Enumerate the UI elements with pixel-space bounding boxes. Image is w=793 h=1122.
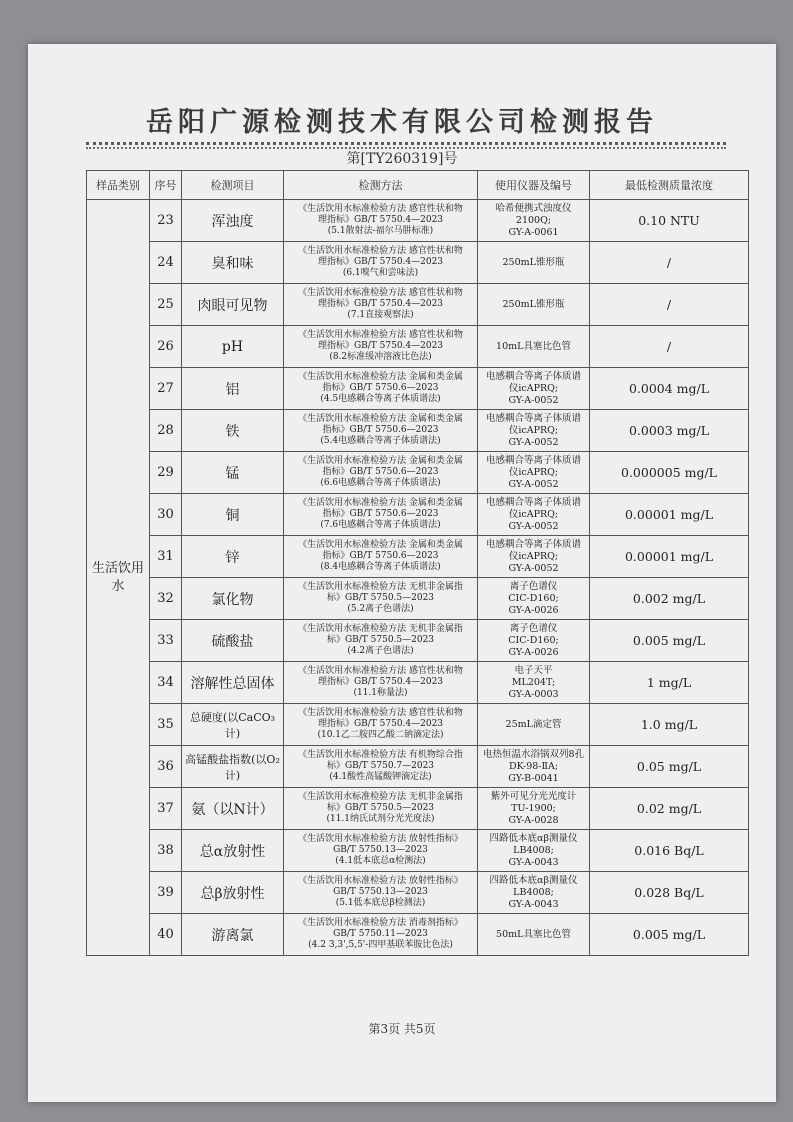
serial-no-cell: 38 xyxy=(150,830,182,872)
method-line: 《生活饮用水标准检验方法 放射性指标》 xyxy=(298,876,463,886)
instrument-cell xyxy=(478,620,590,662)
instrument-line: TU-1900; xyxy=(511,802,556,814)
min-detection-cell: 0.05 mg/L xyxy=(590,746,749,788)
instrument-line: 电感耦合等离子体质谱 xyxy=(485,496,581,508)
method-line: 指标》GB/T 5750.6—2023 xyxy=(322,509,439,519)
test-method-cell xyxy=(284,746,478,788)
min-detection-cell: 1 mg/L xyxy=(590,662,749,704)
method-line: 《生活饮用水标准检验方法 金属和类金属 xyxy=(298,498,463,508)
method-line: (5.4电感耦合等离子体质谱法) xyxy=(320,436,441,446)
method-line: 理指标》GB/T 5750.4—2023 xyxy=(317,299,444,309)
method-line: 理指标》GB/T 5750.4—2023 xyxy=(317,719,444,729)
test-item-cell: 肉眼可见物 xyxy=(182,284,284,326)
min-detection-cell: / xyxy=(590,326,749,368)
table-row xyxy=(87,284,749,326)
min-detection-cell: 0.016 Bq/L xyxy=(590,830,749,872)
min-detection-cell: / xyxy=(590,242,749,284)
instrument-cell xyxy=(478,830,590,872)
instrument-cell xyxy=(478,242,590,284)
method-line: 指标》GB/T 5750.6—2023 xyxy=(322,425,439,435)
test-item-cell: 锌 xyxy=(182,536,284,578)
table-row xyxy=(87,536,749,578)
instrument-line: LB4008; xyxy=(513,844,554,856)
report-page xyxy=(28,44,776,1102)
table-row xyxy=(87,452,749,494)
method-line: (7.1直接观察法) xyxy=(347,310,414,320)
min-detection-cell: 1.0 mg/L xyxy=(590,704,749,746)
instrument-line: 仪icAPRQ; xyxy=(508,382,559,394)
test-method-cell xyxy=(284,788,478,830)
test-method-cell xyxy=(284,494,478,536)
test-method-cell xyxy=(284,326,478,368)
instrument-line: GY-B-0041 xyxy=(508,772,559,784)
method-line: (5.1散射法-福尔马肼标准) xyxy=(327,226,434,236)
min-detection-cell: 0.00001 mg/L xyxy=(590,536,749,578)
table-row xyxy=(87,746,749,788)
method-line: 《生活饮用水标准检验方法 感官性状和物 xyxy=(298,708,463,718)
instrument-line: GY-A-0061 xyxy=(508,226,559,238)
serial-no-cell: 30 xyxy=(150,494,182,536)
instrument-line: GY-A-0026 xyxy=(508,646,559,658)
method-line: 《生活饮用水标准检验方法 有机物综合指 xyxy=(298,750,463,760)
table-row xyxy=(87,368,749,410)
header-sample-category: 样品类别 xyxy=(87,171,150,200)
table-row xyxy=(87,326,749,368)
serial-no-cell: 33 xyxy=(150,620,182,662)
method-line: (8.4电感耦合等离子体质谱法) xyxy=(320,562,441,572)
method-line: 《生活饮用水标准检验方法 感官性状和物 xyxy=(298,246,463,256)
test-item-cell: 硫酸盐 xyxy=(182,620,284,662)
method-line: GB/T 5750.11—2023 xyxy=(333,929,428,939)
test-method-cell xyxy=(284,872,478,914)
method-line: GB/T 5750.13—2023 xyxy=(333,887,428,897)
instrument-cell xyxy=(478,410,590,452)
test-method-cell xyxy=(284,578,478,620)
table-row xyxy=(87,200,749,242)
method-line: (5.1低本底总β检测法) xyxy=(335,898,426,908)
instrument-cell xyxy=(478,326,590,368)
test-item-cell: 锰 xyxy=(182,452,284,494)
method-line: (6.1嗅气和尝味法) xyxy=(342,268,419,278)
table-row xyxy=(87,872,749,914)
instrument-line: GY-A-0052 xyxy=(508,520,559,532)
instrument-line: 仪icAPRQ; xyxy=(508,550,559,562)
serial-no-cell: 39 xyxy=(150,872,182,914)
method-line: 《生活饮用水标准检验方法 感官性状和物 xyxy=(298,330,463,340)
table-row xyxy=(87,830,749,872)
instrument-cell xyxy=(478,788,590,830)
instrument-line: 哈希便携式浊度仪 xyxy=(495,202,572,214)
method-line: 指标》GB/T 5750.6—2023 xyxy=(322,467,439,477)
method-line: (4.1酸性高锰酸钾滴定法) xyxy=(329,772,432,782)
method-line: 理指标》GB/T 5750.4—2023 xyxy=(317,341,444,351)
method-line: 《生活饮用水标准检验方法 感官性状和物 xyxy=(298,288,463,298)
instrument-line: GY-A-0052 xyxy=(508,394,559,406)
serial-no-cell: 34 xyxy=(150,662,182,704)
test-method-cell xyxy=(284,536,478,578)
method-line: 《生活饮用水标准检验方法 无机非金属指 xyxy=(298,582,463,592)
method-line: 标》GB/T 5750.5—2023 xyxy=(326,593,435,603)
method-line: (5.2离子色谱法) xyxy=(347,604,414,614)
results-table xyxy=(86,170,749,956)
header-test-item: 检测项目 xyxy=(182,171,284,200)
instrument-line: GY-A-0026 xyxy=(508,604,559,616)
instrument-line: GY-A-0043 xyxy=(508,856,559,868)
method-line: (11.1纳氏试剂分光光度法) xyxy=(326,814,435,824)
method-line: (4.1低本底总α检测法) xyxy=(335,856,426,866)
header-min-detection: 最低检测质量浓度 xyxy=(590,171,749,200)
min-detection-cell: 0.0004 mg/L xyxy=(590,368,749,410)
serial-no-cell: 35 xyxy=(150,704,182,746)
test-item-cell: 游离氯 xyxy=(182,914,284,956)
instrument-line: 电感耦合等离子体质谱 xyxy=(485,454,581,466)
instrument-line: 电感耦合等离子体质谱 xyxy=(485,370,581,382)
min-detection-cell: / xyxy=(590,284,749,326)
instrument-line: 仪icAPRQ; xyxy=(508,466,559,478)
instrument-cell xyxy=(478,662,590,704)
test-method-cell xyxy=(284,242,478,284)
instrument-line: 2100Q; xyxy=(515,214,552,226)
test-item-cell: 臭和味 xyxy=(182,242,284,284)
test-item-cell: 高锰酸盐指数(以O₂计) xyxy=(182,746,284,788)
min-detection-cell: 0.005 mg/L xyxy=(590,914,749,956)
instrument-line: 电热恒温水浴锅双列8孔 xyxy=(482,748,585,760)
test-method-cell xyxy=(284,830,478,872)
min-detection-cell: 0.10 NTU xyxy=(590,200,749,242)
serial-no-cell: 37 xyxy=(150,788,182,830)
instrument-line: GY-A-0003 xyxy=(508,688,559,700)
table-row xyxy=(87,620,749,662)
instrument-line: 电子天平 xyxy=(514,664,553,676)
method-line: (6.6电感耦合等离子体质谱法) xyxy=(320,478,441,488)
report-title: 岳阳广源检测技术有限公司检测报告 xyxy=(146,107,658,138)
method-line: (8.2标准缓冲溶液比色法) xyxy=(329,352,432,362)
instrument-line: GY-A-0052 xyxy=(508,436,559,448)
min-detection-cell: 0.000005 mg/L xyxy=(590,452,749,494)
test-item-cell: 氯化物 xyxy=(182,578,284,620)
instrument-line: 25mL滴定管 xyxy=(505,718,562,730)
method-line: 《生活饮用水标准检验方法 消毒剂指标》 xyxy=(298,918,463,928)
serial-no-cell: 32 xyxy=(150,578,182,620)
test-method-cell xyxy=(284,704,478,746)
instrument-line: CIC-D160; xyxy=(508,592,559,604)
instrument-cell xyxy=(478,200,590,242)
instrument-line: GY-A-0052 xyxy=(508,562,559,574)
method-line: 《生活饮用水标准检验方法 感官性状和物 xyxy=(298,666,463,676)
page-footer: 第3页 共5页 xyxy=(368,1022,436,1036)
method-line: 《生活饮用水标准检验方法 金属和类金属 xyxy=(298,414,463,424)
serial-no-cell: 28 xyxy=(150,410,182,452)
table-row xyxy=(87,704,749,746)
instrument-line: LB4008; xyxy=(513,886,554,898)
report-number: 第[TY260319]号 xyxy=(346,151,458,167)
instrument-line: 250mL锥形瓶 xyxy=(502,298,565,310)
serial-no-cell: 31 xyxy=(150,536,182,578)
instrument-line: GY-A-0043 xyxy=(508,898,559,910)
instrument-line: 电感耦合等离子体质谱 xyxy=(485,538,581,550)
instrument-line: 紫外可见分光光度计 xyxy=(490,790,577,802)
test-method-cell xyxy=(284,284,478,326)
instrument-line: 四路低本底αβ测量仪 xyxy=(489,832,578,844)
instrument-line: 电感耦合等离子体质谱 xyxy=(485,412,581,424)
test-item-cell: 铜 xyxy=(182,494,284,536)
title-divider xyxy=(86,142,726,145)
test-item-cell: 总硬度(以CaCO₃计) xyxy=(182,704,284,746)
method-line: 理指标》GB/T 5750.4—2023 xyxy=(317,677,444,687)
min-detection-cell: 0.005 mg/L xyxy=(590,620,749,662)
method-line: (7.6电感耦合等离子体质谱法) xyxy=(320,520,441,530)
method-line: 指标》GB/T 5750.6—2023 xyxy=(322,383,439,393)
header-instrument: 使用仪器及编号 xyxy=(478,171,590,200)
table-row xyxy=(87,410,749,452)
min-detection-cell: 0.00001 mg/L xyxy=(590,494,749,536)
instrument-line: 四路低本底αβ测量仪 xyxy=(489,874,578,886)
serial-no-cell: 24 xyxy=(150,242,182,284)
serial-no-cell: 36 xyxy=(150,746,182,788)
test-method-cell xyxy=(284,200,478,242)
test-item-cell: 氨（以N计） xyxy=(182,788,284,830)
method-line: (10.1乙二胺四乙酸二钠滴定法) xyxy=(317,730,444,740)
instrument-line: GY-A-0028 xyxy=(508,814,559,826)
table-row xyxy=(87,242,749,284)
method-line: (4.2离子色谱法) xyxy=(347,646,414,656)
instrument-cell xyxy=(478,494,590,536)
instrument-line: 离子色谱仪 xyxy=(509,580,558,592)
min-detection-cell: 0.002 mg/L xyxy=(590,578,749,620)
instrument-line: 仪icAPRQ; xyxy=(508,424,559,436)
method-line: 《生活饮用水标准检验方法 金属和类金属 xyxy=(298,372,463,382)
instrument-line: CIC-D160; xyxy=(508,634,559,646)
method-line: 理指标》GB/T 5750.4—2023 xyxy=(317,257,444,267)
min-detection-cell: 0.02 mg/L xyxy=(590,788,749,830)
test-item-cell: 铝 xyxy=(182,368,284,410)
header-serial-no: 序号 xyxy=(150,171,182,200)
serial-no-cell: 27 xyxy=(150,368,182,410)
serial-no-cell: 40 xyxy=(150,914,182,956)
instrument-cell xyxy=(478,284,590,326)
method-line: 《生活饮用水标准检验方法 金属和类金属 xyxy=(298,540,463,550)
method-line: (4.2 3,3',5,5'-四甲基联苯胺比色法) xyxy=(308,940,453,950)
serial-no-cell: 29 xyxy=(150,452,182,494)
table-header-row xyxy=(87,171,749,200)
table-row xyxy=(87,788,749,830)
method-line: 标》GB/T 5750.5—2023 xyxy=(326,803,435,813)
test-method-cell xyxy=(284,914,478,956)
method-line: (4.5电感耦合等离子体质谱法) xyxy=(320,394,441,404)
method-line: 标》GB/T 5750.7—2023 xyxy=(326,761,435,771)
test-item-cell: 浑浊度 xyxy=(182,200,284,242)
table-row xyxy=(87,914,749,956)
min-detection-cell: 0.028 Bq/L xyxy=(590,872,749,914)
test-item-cell: pH xyxy=(182,326,284,368)
method-line: (11.1称量法) xyxy=(353,688,408,698)
test-method-cell xyxy=(284,452,478,494)
test-item-cell: 溶解性总固体 xyxy=(182,662,284,704)
instrument-line: ML204T; xyxy=(511,676,556,688)
instrument-cell xyxy=(478,872,590,914)
sample-category-cell: 生活饮用 水 xyxy=(87,200,150,956)
min-detection-cell: 0.0003 mg/L xyxy=(590,410,749,452)
method-line: 标》GB/T 5750.5—2023 xyxy=(326,635,435,645)
test-method-cell xyxy=(284,368,478,410)
serial-no-cell: 25 xyxy=(150,284,182,326)
method-line: 指标》GB/T 5750.6—2023 xyxy=(322,551,439,561)
method-line: 《生活饮用水标准检验方法 无机非金属指 xyxy=(298,792,463,802)
instrument-cell xyxy=(478,536,590,578)
table-row xyxy=(87,662,749,704)
table-row xyxy=(87,494,749,536)
method-line: 《生活饮用水标准检验方法 金属和类金属 xyxy=(298,456,463,466)
instrument-cell xyxy=(478,914,590,956)
instrument-line: 离子色谱仪 xyxy=(509,622,558,634)
instrument-line: GY-A-0052 xyxy=(508,478,559,490)
instrument-cell xyxy=(478,452,590,494)
test-item-cell: 总β放射性 xyxy=(182,872,284,914)
method-line: 《生活饮用水标准检验方法 放射性指标》 xyxy=(298,834,463,844)
test-method-cell xyxy=(284,662,478,704)
test-item-cell: 总α放射性 xyxy=(182,830,284,872)
method-line: 《生活饮用水标准检验方法 无机非金属指 xyxy=(298,624,463,634)
header-test-method: 检测方法 xyxy=(284,171,478,200)
instrument-cell xyxy=(478,746,590,788)
serial-no-cell: 26 xyxy=(150,326,182,368)
instrument-line: DK-98-ⅡA; xyxy=(508,760,559,772)
method-line: 《生活饮用水标准检验方法 感官性状和物 xyxy=(298,204,463,214)
instrument-line: 仪icAPRQ; xyxy=(508,508,559,520)
test-item-cell: 铁 xyxy=(182,410,284,452)
test-method-cell xyxy=(284,410,478,452)
instrument-cell xyxy=(478,704,590,746)
test-method-cell xyxy=(284,620,478,662)
method-line: GB/T 5750.13—2023 xyxy=(333,845,428,855)
method-line: 理指标》GB/T 5750.4—2023 xyxy=(317,215,444,225)
table-row xyxy=(87,578,749,620)
instrument-line: 50mL具塞比色管 xyxy=(496,928,571,940)
instrument-line: 10mL具塞比色管 xyxy=(496,340,571,352)
serial-no-cell: 23 xyxy=(150,200,182,242)
instrument-cell xyxy=(478,578,590,620)
instrument-line: 250mL锥形瓶 xyxy=(502,256,565,268)
instrument-cell xyxy=(478,368,590,410)
